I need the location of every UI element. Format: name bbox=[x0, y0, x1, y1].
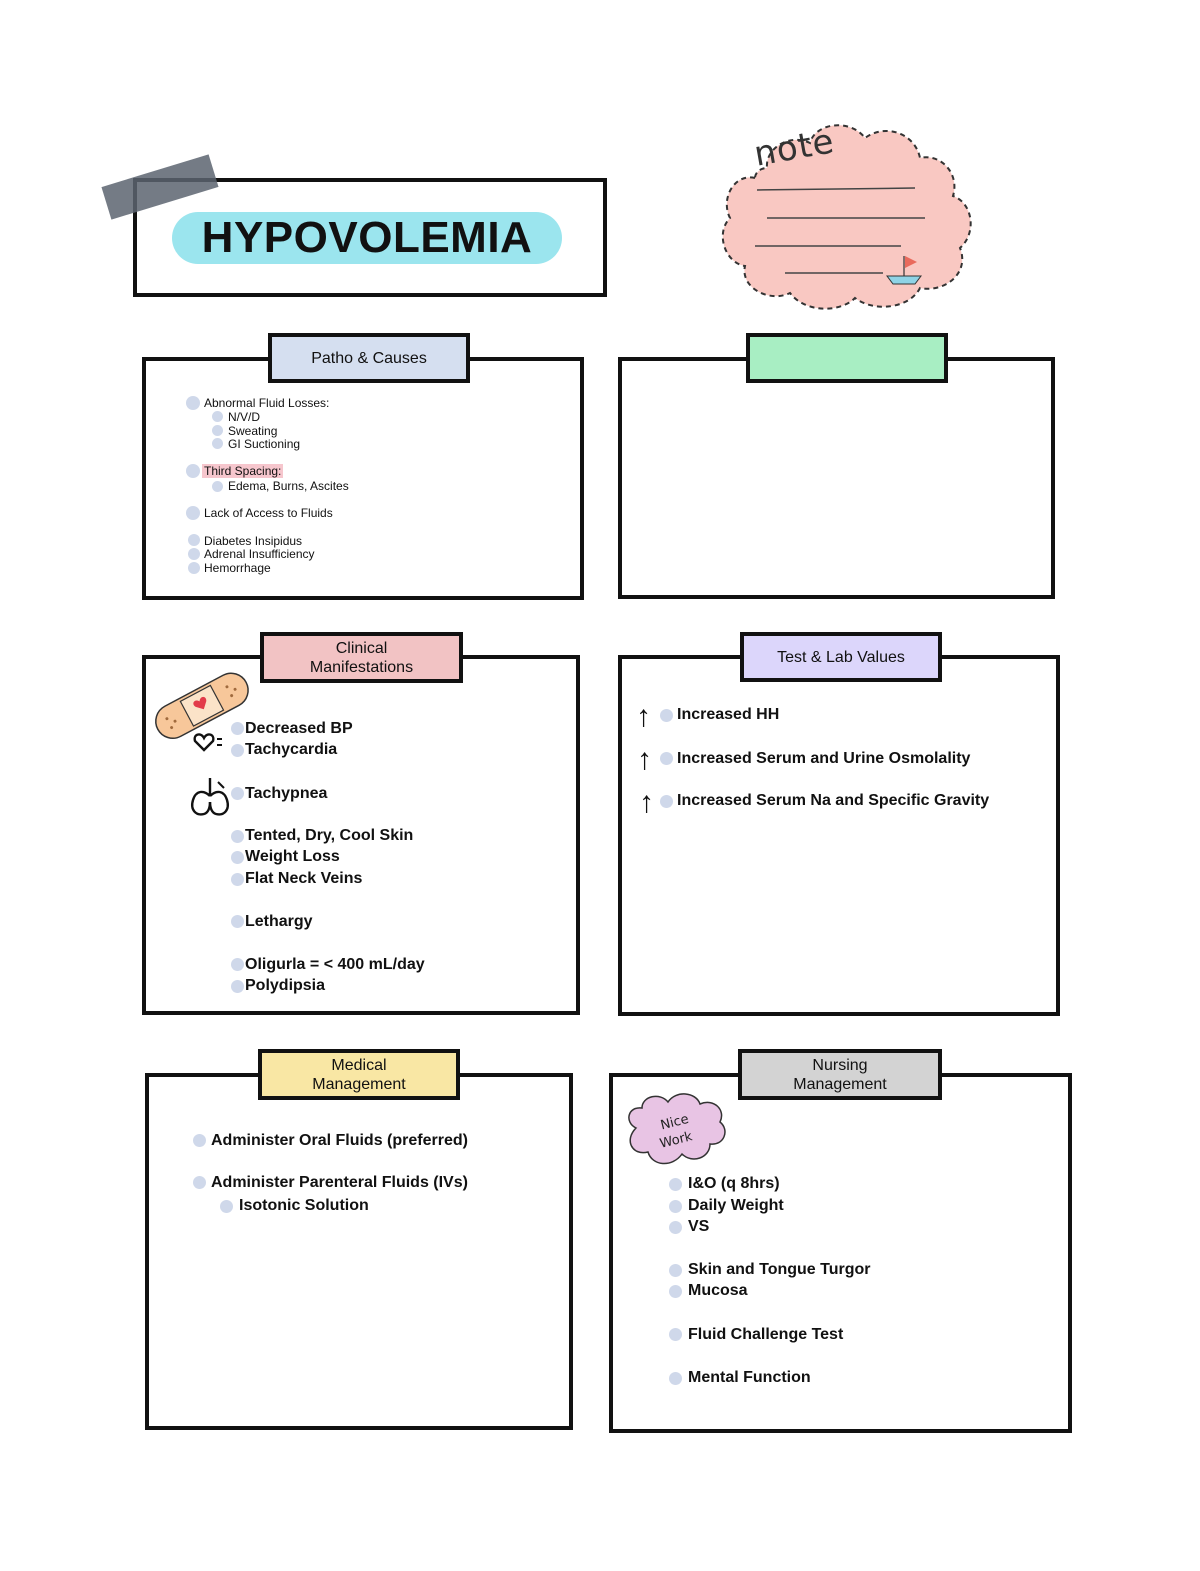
bullet bbox=[231, 830, 244, 843]
patho-tab-label: Patho & Causes bbox=[311, 349, 427, 367]
medical-tab bbox=[258, 1049, 460, 1100]
list-item: Increased Serum and Urine Osmolality bbox=[677, 750, 971, 767]
bullet bbox=[231, 958, 244, 971]
list-item: Polydipsia bbox=[245, 977, 326, 994]
list-item: GI Suctioning bbox=[228, 437, 301, 451]
list-item: Administer Parenteral Fluids (IVs) bbox=[211, 1174, 468, 1191]
bullet bbox=[212, 438, 223, 449]
list-item: Daily Weight bbox=[688, 1197, 784, 1214]
blank-section bbox=[618, 357, 1055, 599]
blank-tab bbox=[746, 333, 948, 383]
list-item: Hemorrhage bbox=[204, 561, 271, 575]
list-item: Lack of Access to Fluids bbox=[204, 506, 333, 520]
bullet bbox=[186, 464, 200, 478]
bullet bbox=[231, 851, 244, 864]
list-item: Sweating bbox=[228, 424, 278, 438]
list-item: Edema, Burns, Ascites bbox=[228, 479, 349, 493]
list-item: Tented, Dry, Cool Skin bbox=[245, 827, 414, 844]
bullet bbox=[669, 1221, 682, 1234]
note-label: note bbox=[751, 121, 838, 175]
bullet bbox=[669, 1264, 682, 1277]
list-item: Administer Oral Fluids (preferred) bbox=[211, 1132, 468, 1149]
list-item: Tachypnea bbox=[245, 785, 328, 802]
up-arrow-icon: ↑ bbox=[636, 700, 651, 733]
list-item: Tachycardia bbox=[245, 741, 338, 758]
list-item: Oligurla = < 400 mL/day bbox=[245, 956, 425, 973]
up-arrow-icon: ↑ bbox=[639, 786, 654, 819]
bullet bbox=[193, 1134, 206, 1147]
bullet bbox=[669, 1285, 682, 1298]
sticker-text-line-1: Nice bbox=[659, 1111, 691, 1134]
list-item: Decreased BP bbox=[245, 720, 353, 737]
page-title: HYPOVOLEMIA bbox=[201, 213, 533, 262]
list-item: Fluid Challenge Test bbox=[688, 1326, 844, 1343]
list-item: Lethargy bbox=[245, 913, 313, 930]
medical-section bbox=[145, 1073, 573, 1430]
bullet bbox=[186, 396, 200, 410]
sticker-text-line-2: Work bbox=[658, 1129, 694, 1152]
bullet bbox=[212, 425, 223, 436]
list-item: Increased Serum Na and Specific Gravity bbox=[677, 792, 990, 809]
bullet bbox=[231, 787, 244, 800]
lungs-icon bbox=[188, 776, 232, 818]
bullet bbox=[231, 980, 244, 993]
list-item: Diabetes Insipidus bbox=[204, 534, 303, 548]
list-item: Adrenal Insufficiency bbox=[204, 547, 315, 561]
clinical-tab bbox=[260, 632, 463, 683]
bullet bbox=[231, 873, 244, 886]
list-item: Mucosa bbox=[688, 1282, 748, 1299]
bullet bbox=[669, 1200, 682, 1213]
bullet bbox=[231, 915, 244, 928]
list-item: Mental Function bbox=[688, 1369, 811, 1386]
clinical-tab-label: Clinical Manifestations bbox=[309, 639, 414, 676]
bullet bbox=[231, 744, 244, 757]
bullet bbox=[212, 481, 223, 492]
bullet bbox=[669, 1372, 682, 1385]
list-item: VS bbox=[688, 1218, 710, 1235]
list-item: Flat Neck Veins bbox=[245, 870, 363, 887]
nursing-tab bbox=[738, 1049, 942, 1100]
bullet bbox=[188, 548, 200, 560]
nice-work-sticker-icon bbox=[622, 1088, 730, 1172]
list-item: Weight Loss bbox=[245, 848, 340, 865]
bullet bbox=[660, 709, 673, 722]
bullet bbox=[193, 1176, 206, 1189]
bullet bbox=[186, 506, 200, 520]
bullet bbox=[188, 534, 200, 546]
bullet bbox=[220, 1200, 233, 1213]
bullet bbox=[660, 752, 673, 765]
list-item: I&O (q 8hrs) bbox=[688, 1175, 780, 1192]
list-item: Skin and Tongue Turgor bbox=[688, 1261, 871, 1278]
bullet bbox=[669, 1178, 682, 1191]
patho-tab bbox=[268, 333, 470, 383]
list-item: N/V/D bbox=[228, 410, 261, 424]
bullet bbox=[669, 1328, 682, 1341]
nursing-tab-label: Nursing Management bbox=[793, 1056, 887, 1093]
tests-tab bbox=[740, 632, 942, 682]
list-item: Increased HH bbox=[677, 706, 780, 723]
up-arrow-icon: ↑ bbox=[637, 743, 652, 776]
list-item: Abnormal Fluid Losses: bbox=[204, 396, 330, 410]
list-item: Third Spacing: bbox=[204, 464, 282, 478]
bullet bbox=[188, 562, 200, 574]
bullet bbox=[660, 795, 673, 808]
heart-icon bbox=[192, 730, 228, 754]
list-item: Isotonic Solution bbox=[239, 1197, 369, 1214]
bullet bbox=[212, 411, 223, 422]
bullet bbox=[231, 722, 244, 735]
tests-tab-label: Test & Lab Values bbox=[777, 648, 905, 666]
medical-tab-label: Medical Management bbox=[312, 1056, 406, 1093]
